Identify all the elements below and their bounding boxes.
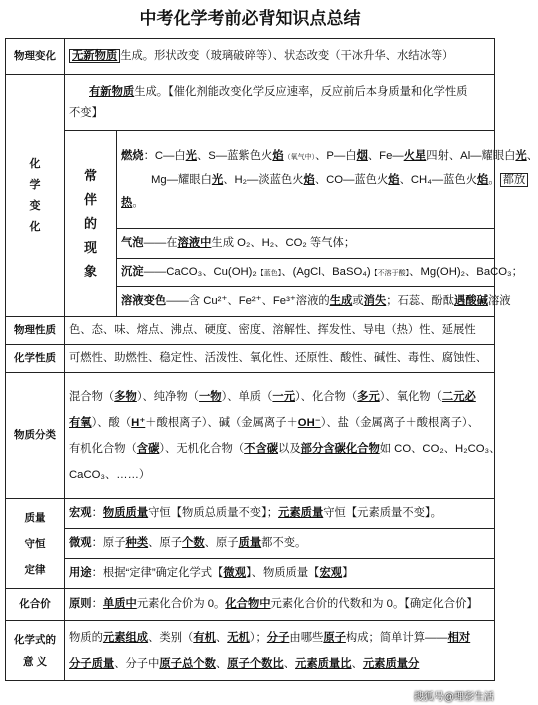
text: ：原子 (91, 537, 126, 549)
kw: 无新物质 (72, 50, 118, 62)
kw: 单质中 (102, 598, 137, 610)
label-part: 质量 (24, 511, 46, 524)
text: 、 (215, 657, 228, 670)
kw: 个数 (182, 537, 205, 549)
kw: 有氧 (69, 416, 92, 429)
label-phenomena (65, 131, 117, 317)
kw: 原则 (69, 598, 92, 610)
watermark: 搜狐号@理彩生活 (413, 692, 494, 703)
label-char: 化 (29, 157, 41, 170)
kw: 种类 (125, 537, 149, 549)
text: 】 (342, 567, 354, 579)
kw: 用途 (69, 567, 92, 579)
text: 不变】 (69, 106, 103, 119)
text: ；石蕊、酚酞 (386, 295, 455, 307)
label-char: 常 (83, 167, 97, 183)
text: 物质的 (69, 631, 103, 644)
kw: 微观 (223, 567, 247, 579)
kw: 元素质量比 (295, 657, 352, 670)
kw: 质量 (238, 537, 262, 549)
text: 。 (132, 196, 144, 209)
precipitate-content (117, 259, 523, 287)
kw: 溶液中 (177, 237, 212, 249)
kw: 部分含碳化合物 (300, 442, 380, 455)
kw: 宏观 (319, 567, 343, 579)
kw: 二元必 (441, 390, 476, 403)
classification-content (65, 373, 501, 499)
formula-meaning-content (65, 621, 495, 681)
text: 、Fe— (367, 149, 404, 162)
row-formula-meaning (6, 621, 495, 681)
label-char: 的 (83, 215, 97, 231)
label-chemical-change (6, 75, 65, 317)
text: 以及 (278, 442, 301, 455)
row-conservation-macro (6, 499, 495, 529)
text: ）、化合物（ (295, 390, 358, 403)
small-note: 【不溶于酸】 (370, 269, 410, 277)
kw: 含碳 (136, 442, 160, 455)
kw: 物质质量 (102, 507, 149, 519)
kw: 焰 (272, 149, 284, 162)
text: 、 (351, 657, 363, 670)
text: CaCO₃、……） (69, 468, 151, 481)
kw: 宏观 (69, 507, 92, 519)
kw: 燃烧 (121, 149, 144, 162)
text: ）、盐（金属离子＋酸根离子）、 (320, 416, 479, 429)
row-classification (6, 373, 495, 499)
kw: 原子 (323, 631, 346, 644)
kw: 烟 (356, 149, 368, 162)
label-char: 伴 (83, 191, 97, 207)
row-chemical-change-intro (6, 75, 495, 131)
kw: 化合物中 (225, 598, 271, 610)
text: 、 (283, 657, 296, 670)
text: 生成。形状改变（玻璃破碎等）、状态改变（干冰升华、水结冰等） (120, 50, 454, 62)
kw: 原子总个数 (159, 657, 216, 670)
kw: 焰 (477, 173, 489, 186)
label-part: 意 义 (23, 655, 47, 668)
kw: 光 (515, 149, 527, 162)
boxed-text: 都放 (500, 173, 529, 187)
text: 】、物质质量【 (246, 567, 320, 579)
kw: 光 (185, 149, 197, 162)
kw: 生成 (329, 295, 353, 307)
text: 、(AgCl、BaSO₄) (281, 265, 371, 278)
color-change-content (117, 287, 511, 317)
kw: 微观 (69, 537, 92, 549)
kw: 遇酸碱 (454, 295, 488, 307)
text: 。 (488, 173, 500, 186)
text: ： (91, 598, 103, 610)
text: ）、纯净物（ (136, 390, 199, 403)
text: 生成 O₂、H₂、CO₂ 等气体； (211, 237, 356, 249)
page-title: 中考化学考前必背知识点总结 (139, 9, 361, 28)
row-physical-property (6, 317, 495, 345)
kw: 火星 (403, 149, 427, 162)
kw: 有机 (193, 631, 216, 644)
text: 元素化合价为 0。 (136, 598, 226, 610)
text: ——CaCO₃、Cu(OH)₂ (143, 265, 257, 278)
kw: OH⁻ (297, 416, 321, 429)
text: 如 CO、CO₂、H₂CO₃、 (379, 442, 501, 455)
small-note: 【蓝色】 (256, 269, 282, 277)
text: ＋酸根离子）、碱（金属离子＋ (145, 416, 298, 429)
row-physical-change (6, 39, 495, 75)
label-char: 现 (83, 239, 97, 255)
row-conservation-micro (6, 529, 495, 559)
kw: 光 (211, 173, 224, 186)
bubble-content (117, 229, 495, 259)
label-part: 定律 (24, 563, 46, 576)
chemical-property-content (65, 345, 495, 373)
text: 构成；简单计算—— (345, 631, 448, 644)
chemical-change-intro (65, 75, 495, 131)
label-physical-property: 物理性质 (6, 317, 65, 345)
row-chemical-property (6, 345, 495, 373)
text: 生成。【催化剂能改变化学反应速率，反应前后本身质量和化学性质 (134, 85, 468, 98)
small-note: （氧气中） (283, 153, 316, 161)
text: 、S—蓝紫色火 (196, 149, 273, 162)
label-valence: 化合价 (6, 589, 65, 621)
text: 、P—白 (315, 149, 357, 162)
text: ：根据“定律”确定化学式【 (91, 567, 224, 579)
text: 、分子中 (114, 657, 160, 670)
text: 、原子 (204, 537, 239, 549)
label-classification: 物质分类 (6, 373, 65, 499)
kw: 沉淀 (121, 265, 144, 278)
text: 或 (352, 295, 364, 307)
row-valence (6, 589, 495, 621)
kw: 原子个数比 (227, 657, 284, 670)
text: ）、氧化物（ (379, 390, 442, 403)
text: 四射、Al—耀眼白 (426, 149, 516, 162)
conservation-use (65, 559, 495, 589)
kw: 多元 (357, 390, 380, 403)
kw: 元素质量 (278, 507, 324, 519)
text: 、CO—蓝色火 (314, 173, 389, 186)
text: 色、态、味、熔点、沸点、硬度、密度、溶解性、挥发性、导电（热）性、延展性 (69, 324, 476, 336)
kw: 一元 (272, 390, 296, 403)
text: ）、酸（ (91, 416, 132, 429)
kw: 元素组成 (102, 631, 149, 644)
label-part: 守恒 (24, 537, 46, 550)
text: 都不变。 (261, 537, 307, 549)
text: 守恒【物质总质量不变】； (148, 507, 279, 519)
text: ——含 Cu²⁺、Fe²⁺、Fe³⁺溶液的 (166, 295, 330, 307)
text: 由哪些 (289, 631, 324, 644)
text: 、CH₄—蓝色火 (399, 173, 478, 186)
label-formula-meaning (6, 621, 65, 681)
kw: 气泡 (121, 237, 144, 249)
text: 、 (215, 631, 228, 644)
kw: 消失 (363, 295, 387, 307)
physical-change-content (65, 39, 495, 75)
text: ）； (249, 631, 267, 644)
text: ： (91, 507, 103, 519)
label-char: 象 (83, 263, 97, 279)
text: ）、单质（ (221, 390, 273, 403)
text: 溶液 (487, 295, 511, 307)
kw: 分子质量 (69, 657, 115, 670)
label-part: 化学式的 (14, 633, 56, 646)
text: 、原子 (148, 537, 183, 549)
text: 、类别（ (148, 631, 194, 644)
kw: 有新物质 (89, 85, 135, 98)
text: 可燃性、助燃性、稳定性、活泼性、氧化性、还原性、酸性、碱性、毒性、腐蚀性、 (69, 352, 487, 364)
text: 、H₂—淡蓝色火 (223, 173, 304, 186)
kw: 焰 (388, 173, 400, 186)
kw: 元素质量分 (362, 657, 420, 670)
text: 、 (526, 149, 538, 162)
text: 、Mg(OH)₂、BaCO₃； (409, 265, 523, 278)
conservation-micro (65, 529, 495, 559)
label-char: 化 (29, 220, 41, 233)
kw: 不含碳 (244, 442, 279, 455)
kw: H⁺ (131, 416, 146, 429)
label-char: 学 (29, 178, 41, 191)
row-combustion (6, 131, 495, 229)
kw: 溶液变色 (121, 295, 167, 307)
knowledge-table (5, 38, 538, 681)
text: 混合物（ (69, 390, 115, 403)
kw: 无机 (227, 631, 250, 644)
kw: 一物 (198, 390, 222, 403)
label-chemical-property: 化学性质 (6, 345, 65, 373)
kw: 焰 (303, 173, 315, 186)
text: ：C—白 (143, 149, 186, 162)
label-conservation (6, 499, 65, 589)
physical-property-content (65, 317, 495, 345)
valence-content (65, 589, 495, 621)
row-conservation-use (6, 559, 495, 589)
kw: 相对 (447, 631, 471, 644)
combustion-content (117, 131, 538, 229)
kw: 分子 (266, 631, 290, 644)
kw: 热 (121, 196, 133, 209)
conservation-macro (65, 499, 495, 529)
label-char: 变 (29, 199, 41, 212)
text: 有机化合物（ (69, 442, 137, 455)
label-physical-change: 物理变化 (6, 39, 65, 75)
text: 元素化合价的代数和为 0。【确定化合价】 (270, 598, 478, 610)
text: ——在 (143, 237, 178, 249)
kw: 多物 (114, 390, 137, 403)
text: ）、无机化合物（ (159, 442, 245, 455)
text: Mg—耀眼白 (151, 173, 212, 186)
text: 守恒【元素质量不变】。 (323, 507, 442, 519)
